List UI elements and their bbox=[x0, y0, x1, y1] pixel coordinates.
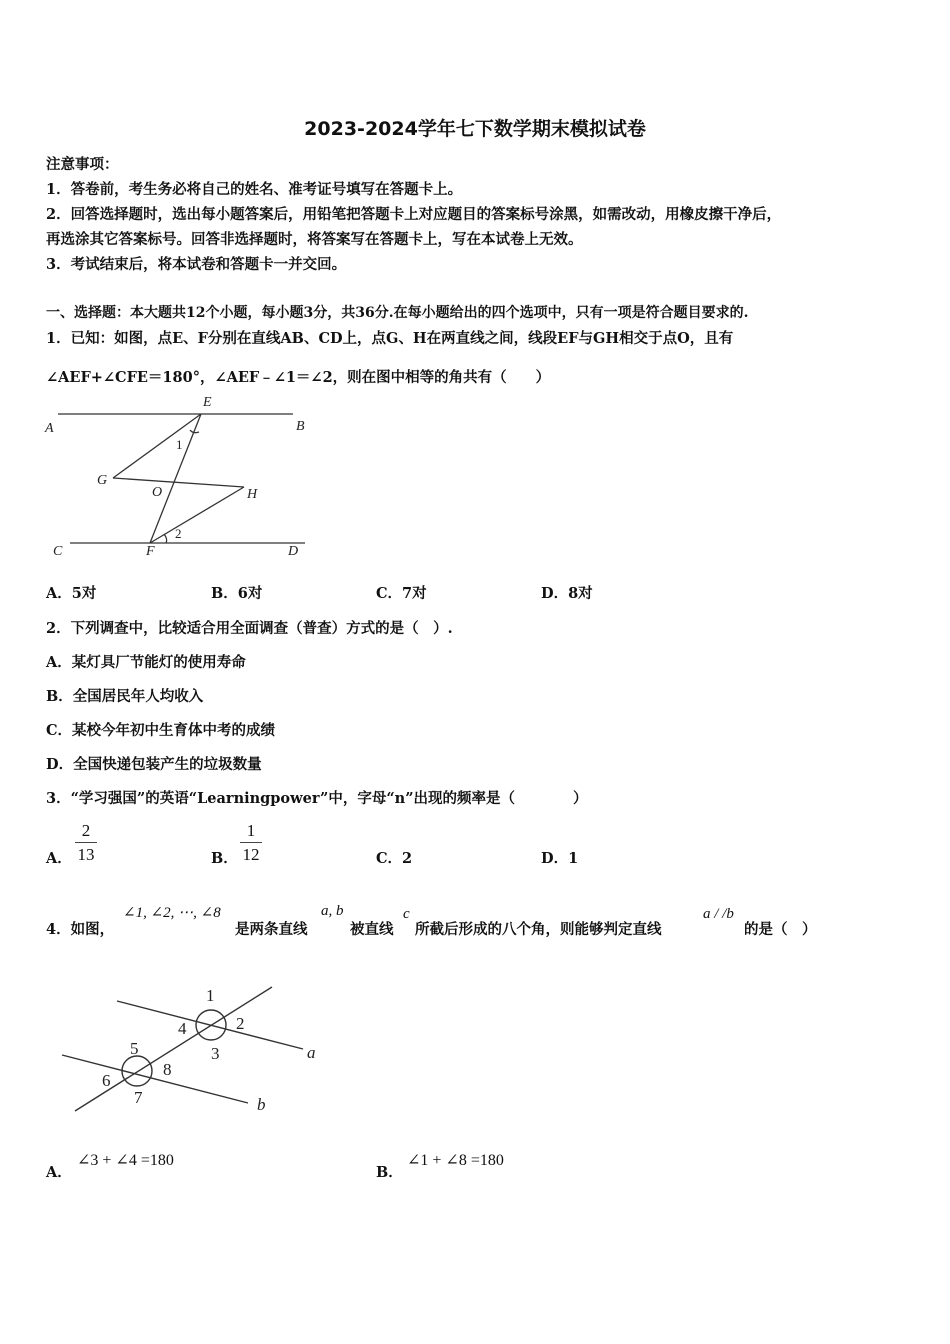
q1-stem-line2: ∠AEF+∠CFE＝180°，∠AEF﹣∠1＝∠2，则在图中相等的角共有（ ） bbox=[46, 369, 551, 386]
segment-gh bbox=[113, 478, 244, 487]
q1-option-c[interactable]: C．7对 bbox=[376, 585, 427, 602]
line-b bbox=[62, 1055, 248, 1103]
transversal-c bbox=[75, 987, 272, 1111]
label-f: F bbox=[146, 544, 155, 559]
q4-option-a-expression[interactable]: ∠3 + ∠4 =180 bbox=[77, 1152, 174, 1169]
label-o: O bbox=[152, 485, 163, 500]
line-a bbox=[117, 1001, 303, 1049]
angle-label-5: 5 bbox=[130, 1039, 139, 1058]
q3-stem: 3．“学习强国”的英语“Learningpower”中，字母“n”出现的频率是（ ） bbox=[46, 790, 588, 807]
angle-label-2: 2 bbox=[236, 1014, 245, 1033]
angle-label-7: 7 bbox=[134, 1088, 143, 1107]
q4-figure bbox=[50, 980, 340, 1120]
label-angle-1: 1 bbox=[176, 437, 183, 452]
q3-option-b-fraction[interactable] bbox=[240, 822, 262, 863]
label-g: G bbox=[97, 473, 108, 488]
q1-option-b[interactable]: B．6对 bbox=[211, 585, 263, 602]
q2-option-c[interactable]: C．某校今年初中生育体中考的成绩 bbox=[46, 722, 276, 739]
angle-label-8: 8 bbox=[163, 1060, 172, 1079]
angle-label-1: 1 bbox=[206, 986, 215, 1005]
q1-figure bbox=[40, 388, 330, 563]
q4-math-lines-ab: a, b bbox=[321, 903, 344, 919]
q2-stem: 2．下列调查中，比较适合用全面调查（普查）方式的是（ ）. bbox=[46, 620, 453, 637]
q3-option-b-label[interactable]: B． bbox=[211, 850, 238, 867]
q4-stem-part2: 是两条直线 bbox=[235, 921, 308, 938]
q3-option-d[interactable]: D．1 bbox=[541, 850, 579, 867]
q1-option-d[interactable]: D．8对 bbox=[541, 585, 593, 602]
q3-option-a-denominator: 13 bbox=[77, 845, 95, 864]
line-label-a: a bbox=[307, 1043, 316, 1062]
q4-math-parallel: a / /b bbox=[703, 906, 734, 922]
angle-label-6: 6 bbox=[102, 1071, 111, 1090]
q3-option-c[interactable]: C．2 bbox=[376, 850, 413, 867]
notice-item-3: 3．考试结束后，将本试卷和答题卡一并交回。 bbox=[46, 256, 347, 273]
q3-option-b-numerator: 1 bbox=[246, 821, 256, 840]
label-e: E bbox=[203, 395, 212, 410]
q3-option-a-label[interactable]: A． bbox=[46, 850, 72, 867]
label-a: A bbox=[45, 421, 54, 436]
fraction-bar bbox=[240, 842, 262, 843]
q3-option-a-numerator: 2 bbox=[81, 821, 91, 840]
line-label-b: b bbox=[257, 1095, 266, 1114]
notice-item-2b: 再选涂其它答案标号。回答非选择题时，将答案写在答题卡上，写在本试卷上无效。 bbox=[46, 231, 583, 248]
q3-option-a-fraction[interactable] bbox=[75, 822, 97, 863]
q4-stem-part4: 所截后形成的八个角，则能够判定直线 bbox=[415, 921, 662, 938]
angle-2-arc bbox=[164, 534, 167, 543]
section-heading: 一、选择题：本大题共12个小题，每小题3分，共36分.在每小题给出的四个选项中，只有一项是符合题目要求的. bbox=[46, 305, 749, 321]
segment-ef bbox=[150, 414, 201, 543]
q4-stem-part3: 被直线 bbox=[350, 921, 394, 938]
notice-item-1: 1．答卷前，考生务必将自己的姓名、准考证号填写在答题卡上。 bbox=[46, 181, 463, 198]
q3-option-b-denominator: 12 bbox=[242, 845, 260, 864]
q4-option-b-expression[interactable]: ∠1 + ∠8 =180 bbox=[407, 1152, 504, 1169]
q2-option-d[interactable]: D．全国快递包装产生的垃圾数量 bbox=[46, 756, 262, 773]
angle-label-4: 4 bbox=[178, 1019, 187, 1038]
label-d: D bbox=[288, 544, 299, 559]
q4-stem-part1: 4．如图， bbox=[46, 921, 115, 938]
q4-stem-part5: 的是（ ） bbox=[744, 921, 817, 938]
q4-option-a-label[interactable]: A． bbox=[46, 1164, 72, 1181]
q1-option-a[interactable]: A．5对 bbox=[46, 585, 97, 602]
q2-option-a[interactable]: A．某灯具厂节能灯的使用寿命 bbox=[46, 654, 246, 671]
q4-option-b-label[interactable]: B． bbox=[376, 1164, 403, 1181]
q2-option-b[interactable]: B．全国居民年人均收入 bbox=[46, 688, 204, 705]
notice-heading: 注意事项： bbox=[46, 156, 119, 173]
label-c: C bbox=[53, 544, 63, 559]
page-title: 2023-2024学年七下数学期末模拟试卷 bbox=[304, 118, 646, 140]
label-angle-2: 2 bbox=[175, 526, 182, 541]
q1-stem-line1: 1．已知：如图，点E、F分别在直线AB、CD上，点G、H在两直线之间，线段EF与GH相交于点O，且有 bbox=[46, 330, 734, 347]
angle-label-3: 3 bbox=[211, 1044, 220, 1063]
label-b: B bbox=[296, 419, 305, 434]
notice-item-2a: 2．回答选择题时，选出每小题答案后，用铅笔把答题卡上对应题目的答案标号涂黑，如需改动，用橡皮擦干净后， bbox=[46, 206, 782, 223]
fraction-bar bbox=[75, 842, 97, 843]
q4-math-angles: ∠1, ∠2, ⋯, ∠8 bbox=[123, 905, 221, 921]
label-h: H bbox=[247, 487, 258, 502]
q4-math-line-c: c bbox=[403, 906, 410, 922]
